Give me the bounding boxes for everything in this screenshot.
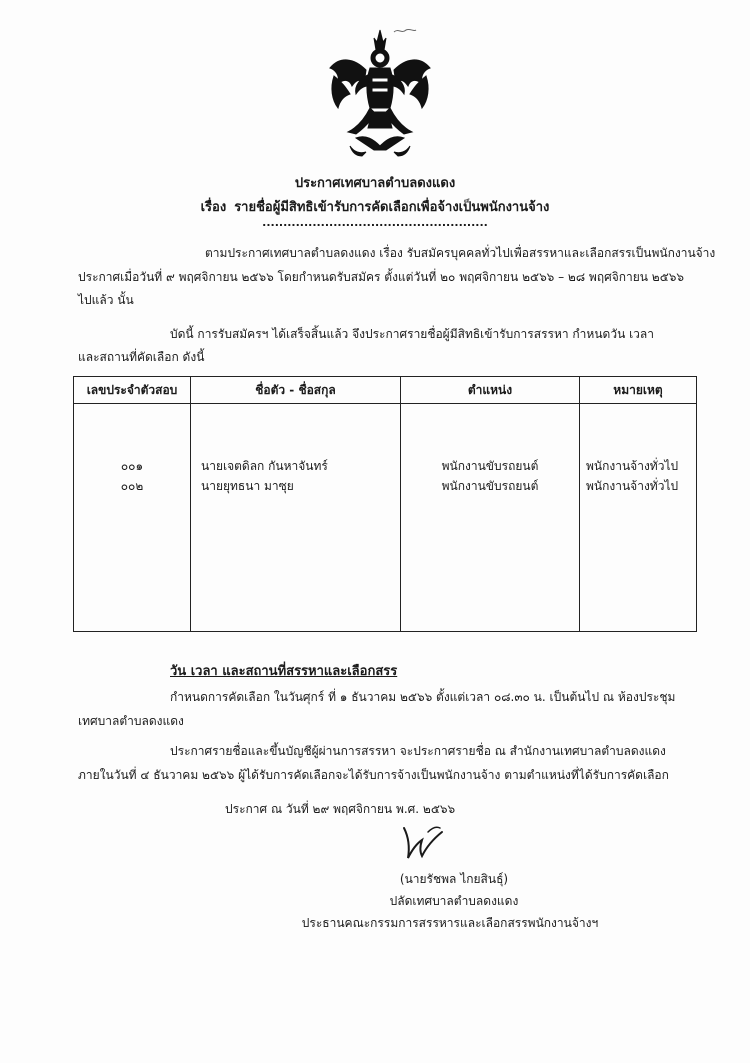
full-name-cell bbox=[191, 404, 401, 632]
subject-label: เรื่อง bbox=[200, 200, 227, 215]
handwritten-signature bbox=[398, 822, 448, 862]
paragraph-3-line-2: เทศบาลตำบลดงแดง bbox=[78, 714, 184, 728]
table-header-row bbox=[74, 377, 697, 404]
paragraph-4-line-1: ประกาศรายชื่อและขึ้นบัญชีผู้ผ่านการสรรหา จะประกาศรายชื่อ ณ สำนักงานเทศบาลตำบลดงแดง bbox=[170, 744, 666, 758]
exam-number: ๐๐๒ bbox=[120, 479, 144, 493]
exam-number: ๐๐๑ bbox=[120, 459, 144, 473]
position-cell bbox=[401, 404, 580, 632]
header-remark: หมายเหตุ bbox=[580, 377, 697, 404]
candidate-name: นายเจตดิลก กันหาจันทร์ bbox=[201, 459, 328, 473]
title-dotted-divider: ...................................................... bbox=[262, 216, 488, 229]
signer-name: (นายรัชพล ไกยสินธุ์) bbox=[399, 872, 509, 886]
garuda-emblem-icon bbox=[326, 28, 434, 158]
signer-title: ปลัดเทศบาลตำบลดงแดง bbox=[389, 894, 519, 908]
paragraph-1-line-3: ไปแล้ว นั้น bbox=[78, 293, 134, 307]
document-subject bbox=[0, 196, 750, 217]
paragraph-2-line-2: และสถานที่คัดเลือก ดังนี้ bbox=[78, 350, 205, 364]
paragraph-1-line-2: ประกาศเมื่อวันที่ ๙ พฤศจิกายน ๒๕๖๖ โดยกำหนดรับสมัคร ตั้งแต่วันที่ ๒๐ พฤศจิกายน ๒๕๖๖ – ๒๘ พฤศจิกายน ๒๕๖๖ bbox=[78, 270, 685, 284]
signer-committee-title: ประธานคณะกรรมการสรรหารและเลือกสรรพนักงานจ้างฯ bbox=[301, 916, 599, 930]
paragraph-4-line-2: ภายในวันที่ ๔ ธันวาคม ๒๕๖๖ ผู้ได้รับการคัดเลือกจะได้รับการจ้างเป็นพนักงานจ้าง ตามตำแหน่งที่ได้รับการคัดเลือก bbox=[78, 768, 669, 782]
candidate-position: พนักงานขับรถยนต์ bbox=[441, 459, 539, 473]
paragraph-1-line-1: ตามประกาศเทศบาลตำบลดงแดง เรื่อง รับสมัครบุคคลทั่วไปเพื่อสรรหาและเลือกสรรเป็นพนักงานจ้าง bbox=[205, 246, 716, 260]
schedule-heading: วัน เวลา และสถานที่สรรหาและเลือกสรร bbox=[170, 664, 398, 679]
candidate-remark: พนักงานจ้างทั่วไป bbox=[586, 459, 679, 473]
remark-cell bbox=[580, 404, 697, 632]
table-body-row bbox=[74, 404, 697, 632]
subject-text: รายชื่อผู้มีสิทธิเข้ารับการคัดเลือกเพื่อจ้างเป็นพนักงานจ้าง bbox=[234, 200, 550, 215]
paragraph-3-line-1: กำหนดการคัดเลือก ในวันศุกร์ ที่ ๑ ธันวาคม ๒๕๖๖ ตั้งแต่เวลา ๐๘.๓๐ น. เป็นต้นไป ณ ห้องประชุม bbox=[170, 690, 676, 704]
document-title: ประกาศเทศบาลตำบลดงแดง bbox=[294, 176, 456, 191]
candidate-remark: พนักงานจ้างทั่วไป bbox=[586, 479, 679, 493]
paragraph-2-line-1: บัดนี้ การรับสมัครฯ ได้เสร็จสิ้นแล้ว จึงประกาศรายชื่อผู้มีสิทธิเข้ารับการสรรหา กำหนดวัน เวลา bbox=[170, 327, 655, 341]
exam-number-cell bbox=[74, 404, 191, 632]
header-position: ตำแหน่ง bbox=[401, 377, 580, 404]
candidate-name: นายยุทธนา มาซุย bbox=[201, 479, 294, 493]
candidate-position: พนักงานขับรถยนต์ bbox=[441, 479, 539, 493]
header-exam-number: เลขประจำตัวสอบ bbox=[74, 377, 191, 404]
scan-mark bbox=[392, 26, 418, 36]
announcement-date: ประกาศ ณ วันที่ ๒๙ พฤศจิกายน พ.ศ. ๒๕๖๖ bbox=[225, 802, 456, 816]
header-full-name: ชื่อตัว - ชื่อสกุล bbox=[191, 377, 401, 404]
candidate-table bbox=[73, 376, 697, 632]
